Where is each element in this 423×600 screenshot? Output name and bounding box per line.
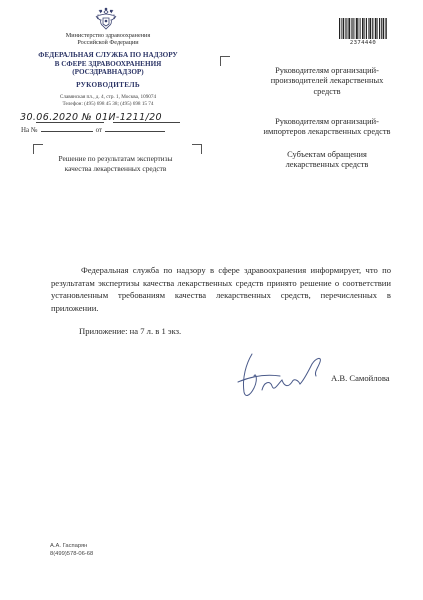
handwritten-signature	[232, 346, 328, 402]
signer-name: А.В. Самойлова	[331, 373, 390, 383]
barcode-icon	[339, 18, 387, 39]
agency-phone: Телефон: (495) 698 45 38; (495) 698 15 74	[62, 100, 154, 107]
subject-bracket-right	[192, 144, 202, 154]
executor-name: А.А. Гаспарян	[50, 543, 88, 549]
barcode-number: 2374440	[349, 40, 377, 46]
head-title: РУКОВОДИТЕЛЬ	[76, 81, 140, 89]
agency-contacts	[8, 94, 208, 107]
letter-subject: Решение по результатам экспертизы качества лекарственных средств	[58, 154, 173, 173]
reference-row	[21, 126, 165, 134]
subject-bracket-left	[33, 144, 43, 154]
agency-address: Славянская пл., д. 4, стр. 1, Москва, 109074	[59, 94, 157, 100]
agency-name: ФЕДЕРАЛЬНАЯ СЛУЖБА ПО НАДЗОРУ В СФЕРЕ ЗДРАВООХРАНЕНИЯ (РОСЗДРАВНАДЗОР)	[38, 51, 178, 77]
executor-info	[50, 543, 93, 558]
recipient-manufacturers: Руководителям организаций- производителей лекарственных средств	[270, 66, 384, 96]
registration-date-number: 30.06.2020 № 01И-1211/20	[20, 112, 163, 123]
reference-date-label: от	[95, 126, 103, 134]
letter-body: Федеральная служба по надзору в сфере здравоохранения информирует, что по результатам экспертизы качества лекарственных средств принято решение о соответствии установленным требованиям качества лекарственных средств, перечисленных в приложении.	[51, 265, 391, 313]
recipient-importers: Руководителям организаций- импортеров лекарственных средств	[263, 117, 391, 137]
recipient-subjects: Субъектам обращения лекарственных средств	[285, 150, 369, 170]
reference-date-blank	[105, 131, 165, 132]
attachment-note: Приложение: на 7 л. в 1 экз.	[79, 326, 182, 336]
coat-of-arms-icon	[93, 6, 119, 32]
date-underline	[36, 122, 104, 123]
recipient-bracket	[220, 56, 230, 66]
executor-phone: 8(499)578-06-68	[50, 550, 94, 557]
reference-number-blank	[41, 131, 93, 132]
number-underline	[113, 122, 180, 123]
ministry-name: Министерство здравоохранения Российской Федерации	[65, 32, 151, 47]
reference-number-label: На №	[21, 126, 38, 134]
